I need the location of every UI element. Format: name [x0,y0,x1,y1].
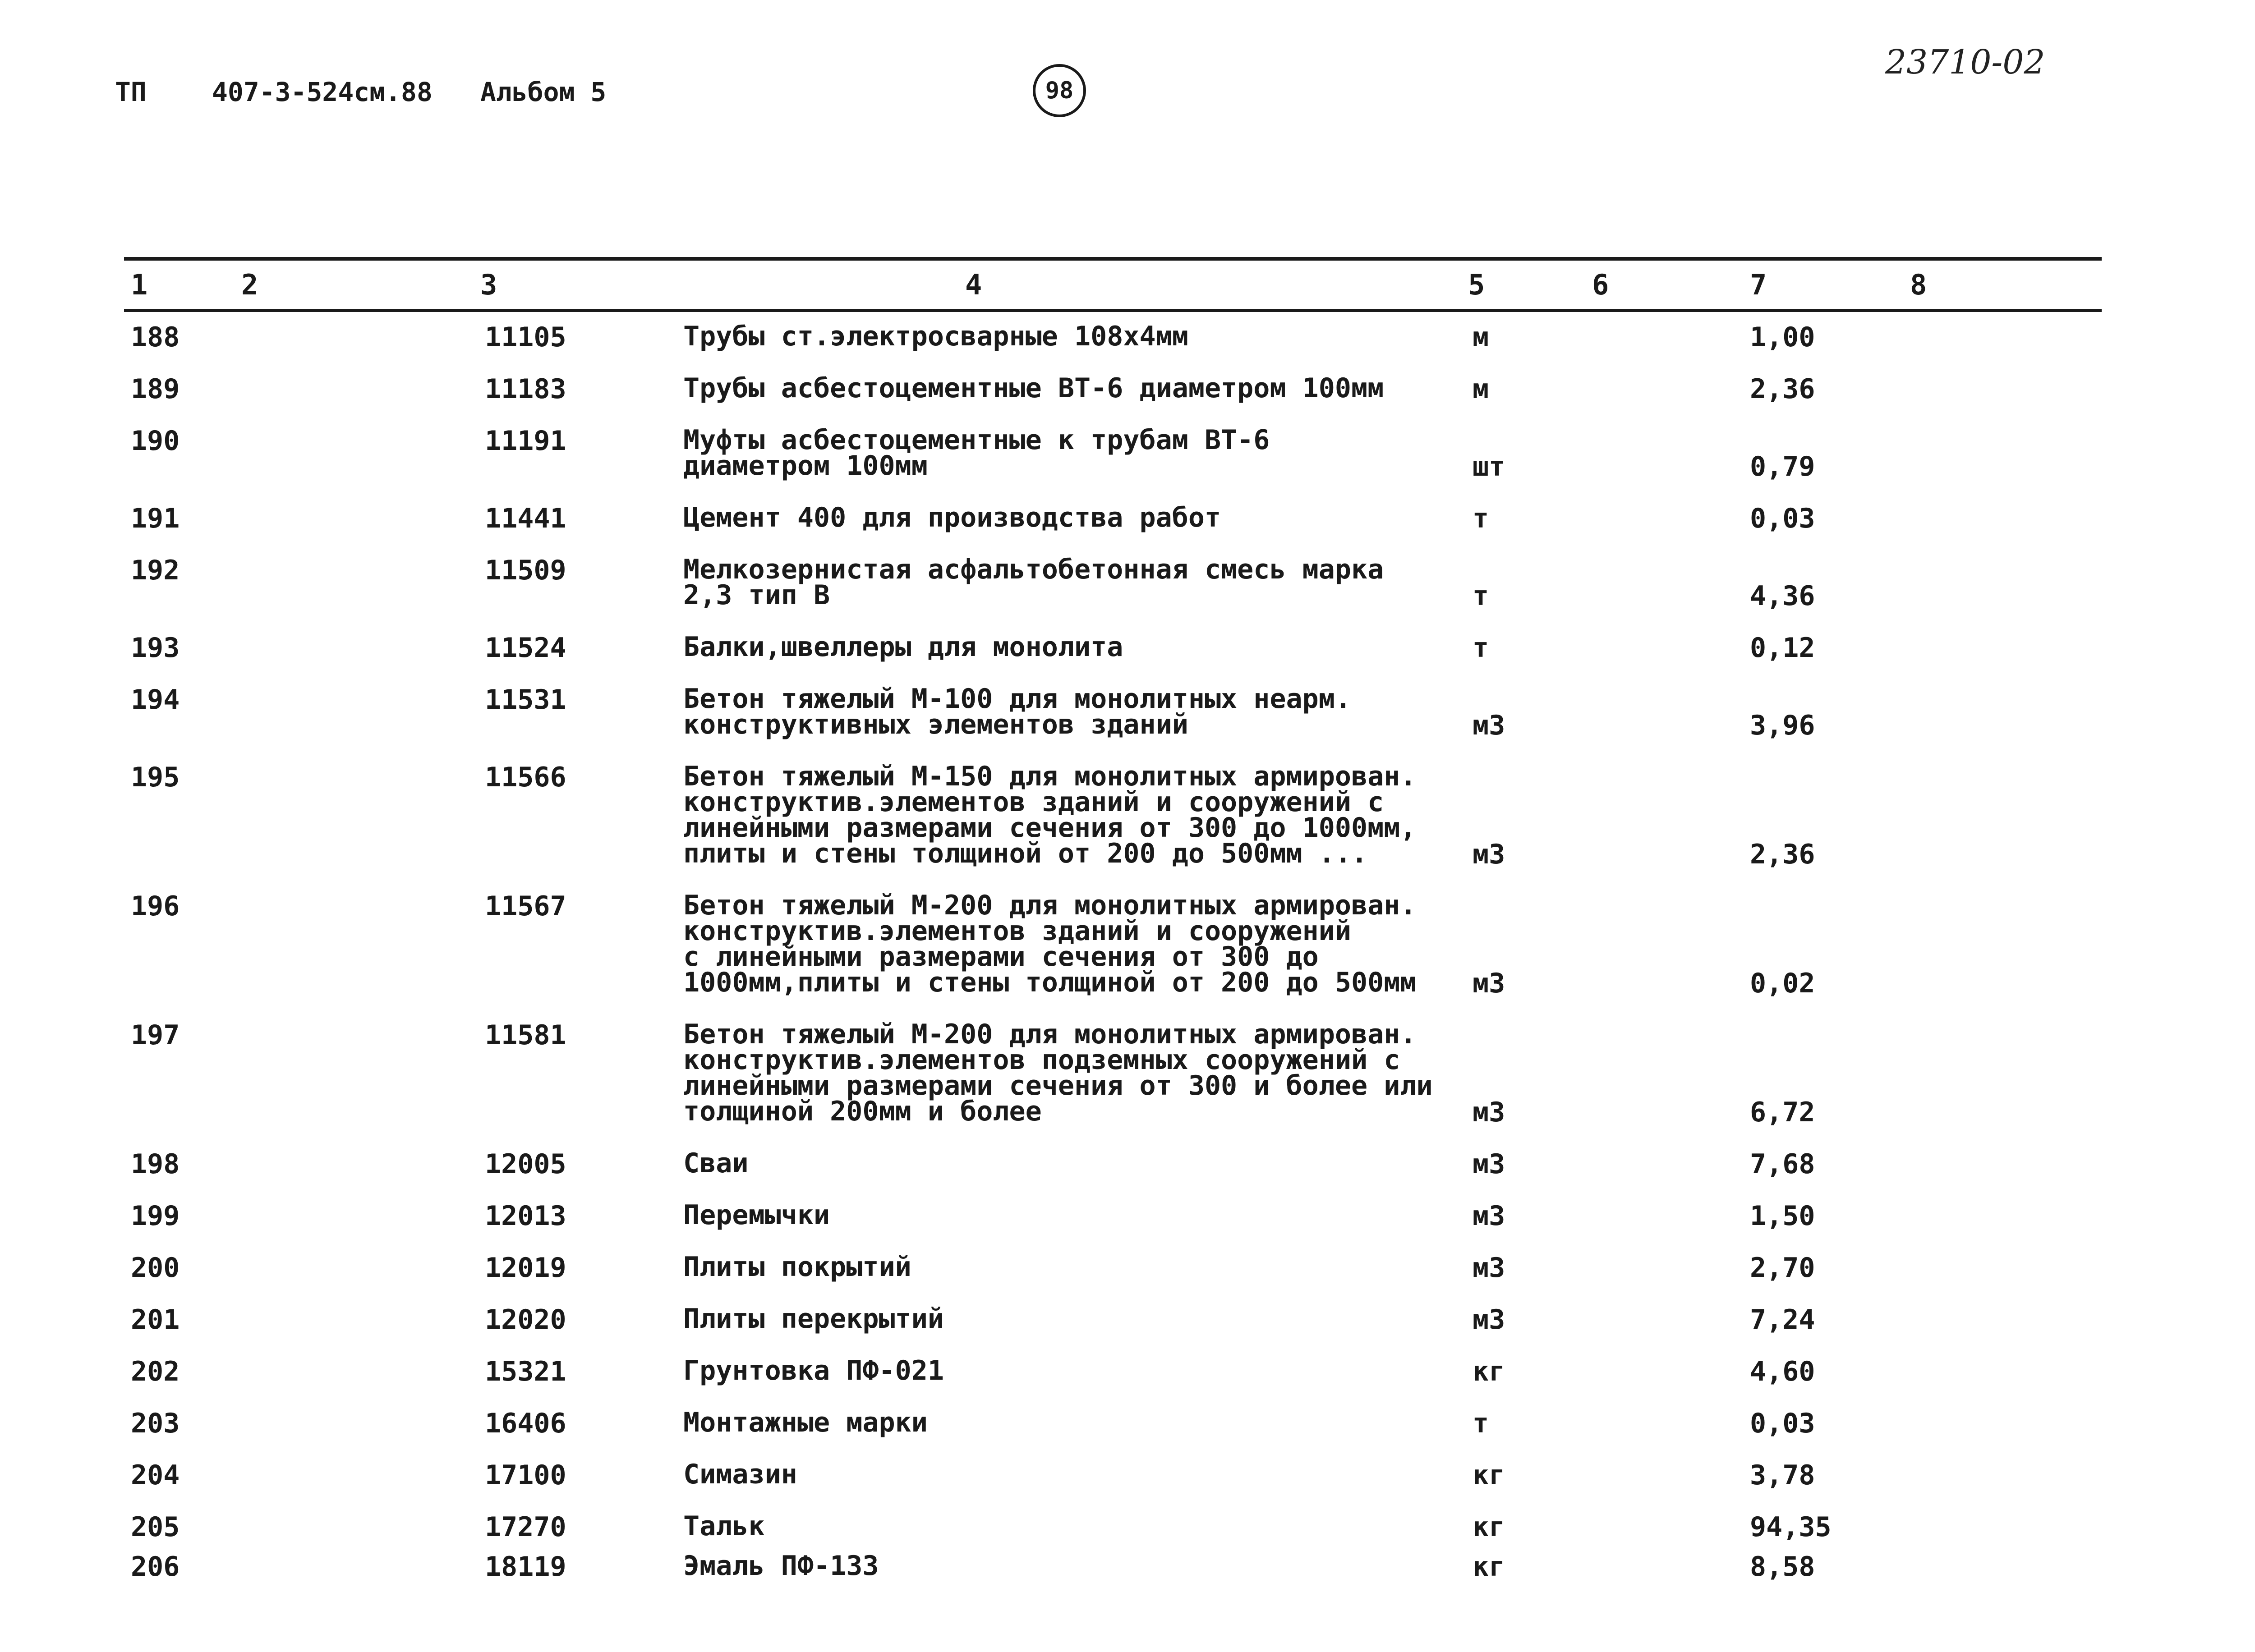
item-description: Мелкозернистая асфальтобетонная смесь марка 2,3 тип В [683,554,1384,611]
item-description: Перемычки [683,1199,830,1231]
page-number: 98 [1033,64,1086,117]
row-number: 200 [131,1252,180,1284]
table-row [0,1199,2255,1232]
item-description: Тальк [683,1510,765,1542]
unit: т [1473,503,1489,534]
unit: м3 [1473,968,1505,999]
item-description: Балки,швеллеры для монолита [683,631,1123,663]
row-number: 196 [131,890,180,922]
item-description: Симазин [683,1459,797,1490]
item-code: 17100 [485,1459,566,1491]
item-code: 11581 [485,1019,566,1051]
unit: м3 [1473,1200,1505,1232]
column-header-3: 3 [480,268,497,301]
unit: т [1473,1408,1489,1439]
row-number: 204 [131,1459,180,1491]
row-number: 202 [131,1356,180,1387]
unit: м3 [1473,1148,1505,1180]
table-row [0,683,2255,741]
item-description: Бетон тяжелый М-100 для монолитных неарм. конструктивных элементов зданий [683,683,1352,740]
table-row [0,1459,2255,1491]
archive-stamp: 23710-02 [1885,43,2045,82]
quantity: 1,50 [1750,1200,1815,1232]
unit: м3 [1473,1252,1505,1284]
item-description: Бетон тяжелый М-200 для монолитных армирован. конструктив.элементов зданий и сооружений с линейными размерами сечения от 300 до 1000мм,плиты и стены толщиной от 200 до 500мм [683,890,1417,998]
column-header-8: 8 [1910,268,1927,301]
table-row [0,1251,2255,1284]
column-header-5: 5 [1468,268,1485,301]
item-description: Муфты асбестоцементные к трубам ВТ-6 диаметром 100мм [683,424,1270,482]
table-row [0,1147,2255,1180]
unit: кг [1473,1551,1505,1583]
quantity: 94,35 [1750,1511,1832,1543]
item-code: 16406 [485,1408,566,1439]
table-row [0,1019,2255,1128]
column-header-6: 6 [1592,268,1609,301]
row-number: 189 [131,373,180,405]
table-row [0,1303,2255,1335]
row-number: 206 [131,1551,180,1583]
quantity: 8,58 [1750,1551,1815,1583]
item-code: 12013 [485,1200,566,1232]
row-number: 205 [131,1511,180,1543]
unit: кг [1473,1356,1505,1387]
row-number: 199 [131,1200,180,1232]
quantity: 4,36 [1750,580,1815,612]
quantity: 2,70 [1750,1252,1815,1284]
unit: шт [1473,451,1505,482]
row-number: 195 [131,762,180,793]
item-description: Монтажные марки [683,1407,928,1438]
item-description: Бетон тяжелый М-200 для монолитных армирован. конструктив.элементов подземных сооружений с линейными размерами сечения от 300 и более или толщиной 200мм и более [683,1019,1433,1127]
unit: т [1473,580,1489,612]
item-description: Трубы асбестоцементные ВТ-6 диаметром 100мм [683,372,1384,404]
table-row [0,321,2255,353]
item-description: Трубы ст.электросварные 108х4мм [683,321,1188,352]
item-description: Бетон тяжелый М-150 для монолитных армирован. конструктив.элементов зданий и сооружений с линейными размерами сечения от 300 до 1000мм, плиты и стены толщиной от 200 до 500мм ... [683,761,1417,869]
table-row [0,890,2255,999]
item-description: Плиты покрытий [683,1251,911,1283]
table-row [0,372,2255,405]
row-number: 193 [131,632,180,664]
quantity: 2,36 [1750,839,1815,870]
table-row [0,761,2255,870]
quantity: 0,03 [1750,1408,1815,1439]
quantity: 0,12 [1750,632,1815,664]
table-row [0,1407,2255,1439]
item-code: 12005 [485,1148,566,1180]
item-code: 11567 [485,890,566,922]
row-number: 198 [131,1148,180,1180]
item-description: Эмаль ПФ-133 [683,1550,879,1582]
table-row [0,424,2255,482]
unit: м [1473,373,1489,405]
item-code: 15321 [485,1356,566,1387]
quantity: 1,00 [1750,321,1815,353]
row-number: 190 [131,425,180,457]
table-row [0,631,2255,664]
sheet-code: ТП [115,77,147,107]
item-code: 11105 [485,321,566,353]
table-row [0,1355,2255,1387]
item-code: 11183 [485,373,566,405]
table-row [0,554,2255,612]
row-number: 197 [131,1019,180,1051]
unit: м3 [1473,710,1505,741]
unit: м3 [1473,1304,1505,1335]
table-row [0,502,2255,534]
item-code: 11566 [485,762,566,793]
row-number: 194 [131,684,180,716]
quantity: 3,78 [1750,1459,1815,1491]
unit: кг [1473,1459,1505,1491]
column-header-7: 7 [1750,268,1767,301]
table-row [0,1550,2255,1583]
column-header-2: 2 [241,268,258,301]
column-header-4: 4 [965,268,982,301]
table-top-rule [124,257,2102,261]
unit: кг [1473,1511,1505,1543]
item-code: 17270 [485,1511,566,1543]
unit: т [1473,632,1489,664]
quantity: 4,60 [1750,1356,1815,1387]
quantity: 0,02 [1750,968,1815,999]
quantity: 0,79 [1750,451,1815,482]
item-description: Грунтовка ПФ-021 [683,1355,944,1386]
document-number: 407-3-524см.88 [212,77,433,107]
item-code: 11441 [485,503,566,534]
album-label: Альбом 5 [480,77,607,107]
unit: м3 [1473,839,1505,870]
item-code: 11524 [485,632,566,664]
quantity: 3,96 [1750,710,1815,741]
item-code: 12019 [485,1252,566,1284]
item-code: 11531 [485,684,566,716]
item-code: 18119 [485,1551,566,1583]
quantity: 2,36 [1750,373,1815,405]
item-description: Сваи [683,1147,749,1179]
unit: м3 [1473,1097,1505,1128]
row-number: 192 [131,555,180,586]
column-header-1: 1 [131,268,148,301]
item-code: 11191 [485,425,566,457]
quantity: 7,68 [1750,1148,1815,1180]
row-number: 188 [131,321,180,353]
row-number: 201 [131,1304,180,1335]
item-description: Цемент 400 для производства работ [683,502,1221,533]
item-code: 11509 [485,555,566,586]
row-number: 203 [131,1408,180,1439]
row-number: 191 [131,503,180,534]
quantity: 7,24 [1750,1304,1815,1335]
quantity: 0,03 [1750,503,1815,534]
header-bottom-rule [124,309,2102,312]
table-row [0,1510,2255,1543]
quantity: 6,72 [1750,1097,1815,1128]
item-description: Плиты перекрытий [683,1303,944,1335]
item-code: 12020 [485,1304,566,1335]
unit: м [1473,321,1489,353]
